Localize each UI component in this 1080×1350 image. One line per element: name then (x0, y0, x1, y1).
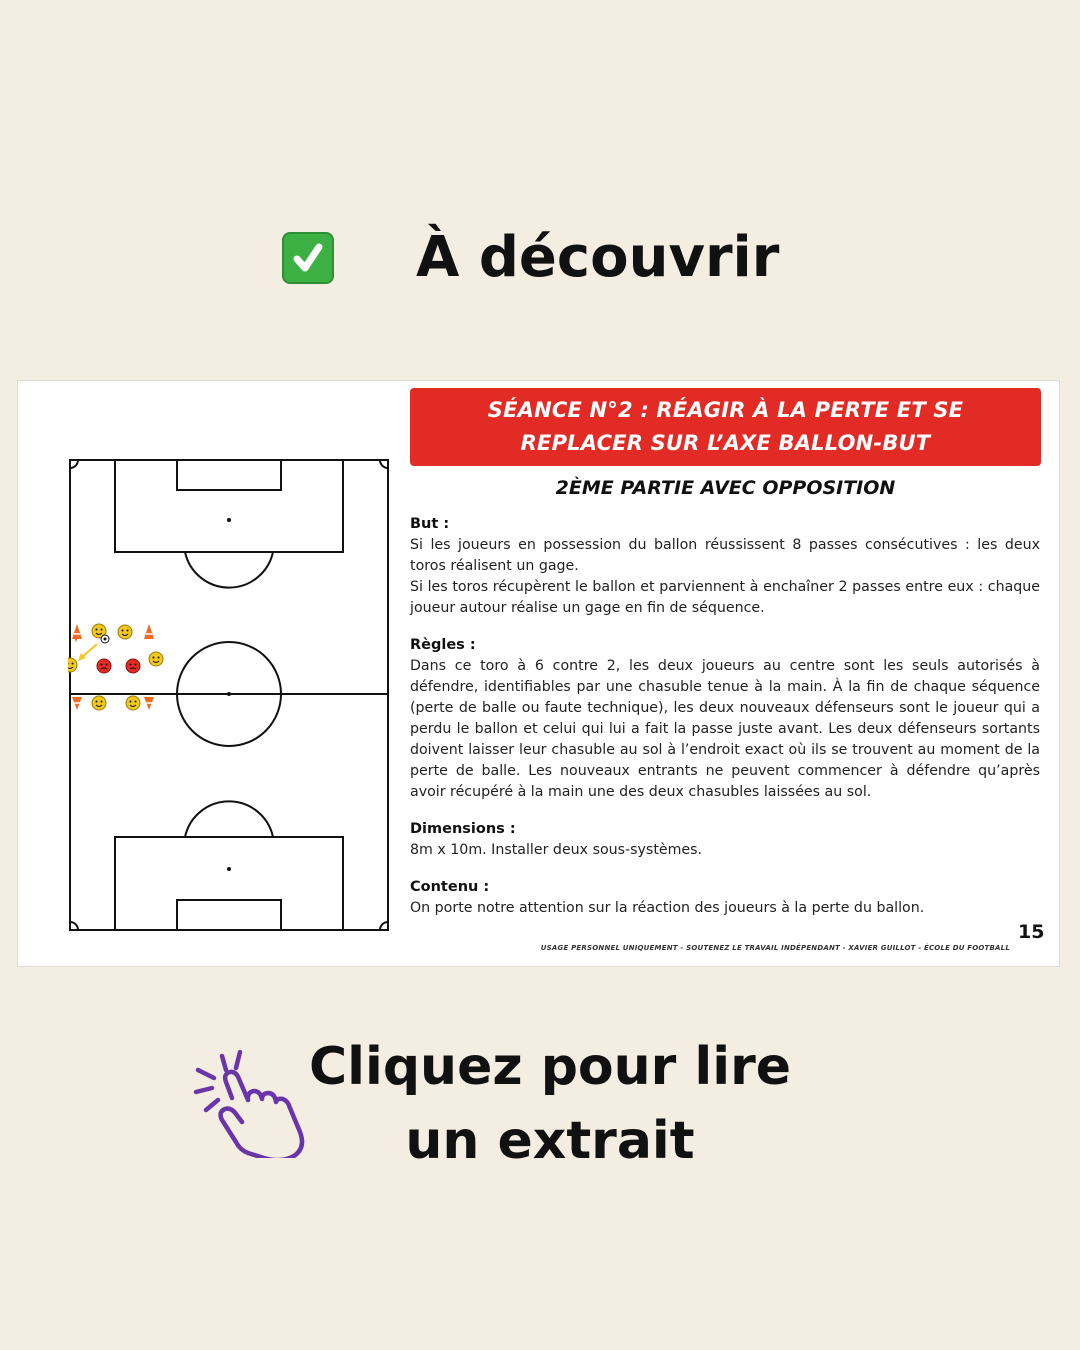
extract-preview[interactable] (17, 380, 1060, 967)
section-heading: Contenu : (410, 879, 490, 895)
session-title-line-2: REPLACER SUR L’AXE BALLON-BUT (520, 431, 931, 455)
page-number: 15 (1018, 921, 1045, 943)
section-regles (410, 635, 1040, 803)
pass-arrow-icon (78, 644, 97, 661)
section-text: 8m x 10m. Installer deux sous-systèmes. (410, 842, 703, 858)
section-dimensions (410, 819, 1040, 861)
tap-hand-icon (192, 1048, 312, 1158)
soccer-pitch-diagram (68, 458, 390, 934)
cta-text[interactable] (300, 1030, 800, 1178)
section-but (410, 514, 1040, 619)
session-subtitle: 2ÈME PARTIE AVEC OPPOSITION (555, 477, 896, 499)
session-content (410, 514, 1040, 935)
session-title-line-1: SÉANCE N°2 : RÉAGIR À LA PERTE ET SE (487, 398, 964, 422)
section-text: Si les joueurs en possession du ballon réussissent 8 passes consécutives : les deux toros réalisent un gage. (410, 537, 1040, 574)
section-text: Si les toros récupèrent le ballon et parviennent à enchaîner 2 passes entre eux : chaque joueur autour réalise un gage en fin de séquence. (410, 579, 1040, 616)
defender-icon (97, 659, 140, 673)
section-heading: Dimensions : (410, 821, 516, 837)
session-title-banner (410, 388, 1041, 466)
cta-line-1: Cliquez pour lire (309, 1037, 791, 1097)
section-text: Dans ce toro à 6 contre 2, les deux joueurs au centre sont les seuls autorisés à défendre, identifiables par une chasuble tenue à la main. À la fin de chaque séquence (perte de balle ou faute technique), les deux nouveaux défenseurs sont le joueur qui a perdu le ballon et celui qui lui a fait la passe juste avant. Les deux défenseurs sortants doivent laisser leur chasuble au sol à l’endroit exact où ils se trouvent au moment de la perte de balle. Les nouveaux entrants ne peuvent commencer à défendre qu’après avoir récupéré à la main une des deux chasubles laissées au sol. (410, 658, 1040, 800)
read-extract-cta[interactable] (0, 1030, 1080, 1180)
ball-icon (101, 635, 109, 643)
cta-line-2: un extrait (405, 1111, 695, 1171)
cone-icon (72, 624, 154, 710)
header-title: À découvrir (416, 225, 780, 290)
section-heading: Règles : (410, 637, 476, 653)
header (0, 222, 1080, 294)
section-heading: But : (410, 516, 450, 532)
footer-note: USAGE PERSONNEL UNIQUEMENT - SOUTENEZ LE TRAVAIL INDÉPENDANT - XAVIER GUILLOT - ÉCOLE DU FOOTBALL (540, 944, 1010, 952)
section-text: On porte notre attention sur la réaction des joueurs à la perte du ballon. (410, 900, 925, 916)
check-mark-icon (282, 232, 334, 284)
section-contenu (410, 877, 1040, 919)
